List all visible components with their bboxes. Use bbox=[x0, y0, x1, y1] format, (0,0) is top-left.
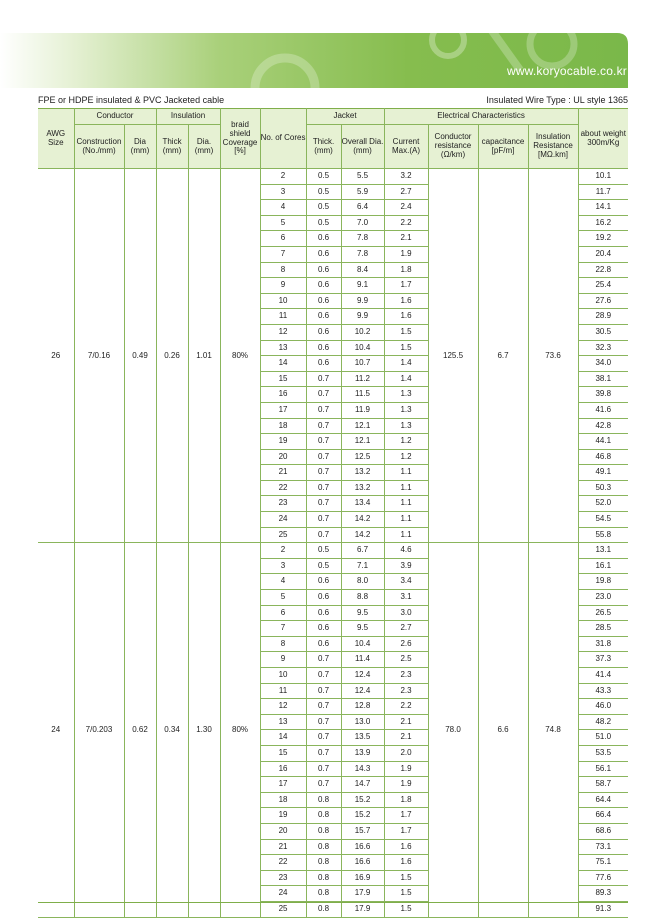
website-url[interactable]: www.koryocable.co.kr bbox=[506, 64, 627, 78]
overall-dia-cell: 7.8 bbox=[341, 246, 384, 262]
overall-dia-cell: 12.8 bbox=[341, 699, 384, 715]
cores-cell: 12 bbox=[260, 699, 306, 715]
overall-dia-cell: 12.1 bbox=[341, 434, 384, 450]
cores-cell: 19 bbox=[260, 808, 306, 824]
header-braid-coverage: braid shield Coverage [%] bbox=[220, 109, 260, 169]
jacket-thick-cell: 0.5 bbox=[306, 215, 341, 231]
current-max-cell: 1.1 bbox=[384, 527, 428, 543]
cores-cell: 9 bbox=[260, 278, 306, 294]
wire-type: Insulated Wire Type : UL style 1365 bbox=[486, 95, 628, 105]
header-insulation: Insulation bbox=[156, 109, 220, 125]
weight-cell: 46.8 bbox=[578, 449, 628, 465]
overall-dia-cell: 13.9 bbox=[341, 745, 384, 761]
jacket-thick-cell: 0.8 bbox=[306, 823, 341, 839]
conductor-resistance-cell: 78.0 bbox=[428, 543, 478, 917]
conductor-resistance-cell: 125.5 bbox=[428, 169, 478, 543]
cores-cell: 22 bbox=[260, 855, 306, 871]
current-max-cell: 2.0 bbox=[384, 745, 428, 761]
jacket-thick-cell: 0.6 bbox=[306, 324, 341, 340]
insulation-resistance-cell: 74.8 bbox=[528, 543, 578, 917]
cores-cell: 19 bbox=[260, 434, 306, 450]
weight-cell: 52.0 bbox=[578, 496, 628, 512]
overall-dia-cell: 5.5 bbox=[341, 169, 384, 185]
cores-cell: 11 bbox=[260, 683, 306, 699]
cores-cell: 3 bbox=[260, 184, 306, 200]
insulation-resistance-cell: 73.6 bbox=[528, 169, 578, 543]
header-insulation-resistance: Insulation Resistance [MΩ.km] bbox=[528, 125, 578, 169]
overall-dia-cell: 7.0 bbox=[341, 215, 384, 231]
cores-cell: 4 bbox=[260, 200, 306, 216]
jacket-thick-cell: 0.7 bbox=[306, 730, 341, 746]
header-banner bbox=[0, 0, 662, 88]
cores-cell: 18 bbox=[260, 792, 306, 808]
current-max-cell: 2.1 bbox=[384, 714, 428, 730]
capacitance-cell: 6.6 bbox=[478, 543, 528, 917]
header-electrical: Electrical Characteristics bbox=[384, 109, 578, 125]
overall-dia-cell: 9.1 bbox=[341, 278, 384, 294]
overall-dia-cell: 12.4 bbox=[341, 683, 384, 699]
cores-cell: 7 bbox=[260, 246, 306, 262]
current-max-cell: 1.5 bbox=[384, 870, 428, 886]
cores-cell: 20 bbox=[260, 449, 306, 465]
current-max-cell: 1.5 bbox=[384, 886, 428, 902]
jacket-thick-cell: 0.7 bbox=[306, 761, 341, 777]
header-overall-dia: Overall Dia.(mm) bbox=[341, 125, 384, 169]
header-conductor: Conductor bbox=[74, 109, 156, 125]
current-max-cell: 1.1 bbox=[384, 496, 428, 512]
insulation-thick-cell: 0.34 bbox=[156, 543, 188, 917]
jacket-thick-cell: 0.7 bbox=[306, 652, 341, 668]
weight-cell: 26.5 bbox=[578, 605, 628, 621]
jacket-thick-cell: 0.8 bbox=[306, 870, 341, 886]
overall-dia-cell: 14.3 bbox=[341, 761, 384, 777]
cores-cell: 2 bbox=[260, 169, 306, 185]
weight-cell: 58.7 bbox=[578, 777, 628, 793]
cores-cell: 12 bbox=[260, 324, 306, 340]
jacket-thick-cell: 0.8 bbox=[306, 886, 341, 902]
weight-cell: 32.3 bbox=[578, 340, 628, 356]
current-max-cell: 2.7 bbox=[384, 184, 428, 200]
cores-cell: 14 bbox=[260, 730, 306, 746]
jacket-thick-cell: 0.7 bbox=[306, 418, 341, 434]
weight-cell: 25.4 bbox=[578, 278, 628, 294]
cores-cell: 3 bbox=[260, 558, 306, 574]
cores-cell: 15 bbox=[260, 371, 306, 387]
overall-dia-cell: 16.6 bbox=[341, 855, 384, 871]
current-max-cell: 3.0 bbox=[384, 605, 428, 621]
current-max-cell: 1.7 bbox=[384, 823, 428, 839]
conductor-dia-cell: 0.49 bbox=[124, 169, 156, 543]
current-max-cell: 1.2 bbox=[384, 449, 428, 465]
jacket-thick-cell: 0.5 bbox=[306, 169, 341, 185]
cores-cell: 8 bbox=[260, 262, 306, 278]
insulation-dia-cell: 1.30 bbox=[188, 543, 220, 917]
header-conductor-resistance: Conductor resistance (Ω/km) bbox=[428, 125, 478, 169]
cores-cell: 15 bbox=[260, 745, 306, 761]
weight-cell: 16.1 bbox=[578, 558, 628, 574]
table-row bbox=[38, 169, 628, 185]
weight-cell: 41.6 bbox=[578, 402, 628, 418]
weight-cell: 55.8 bbox=[578, 527, 628, 543]
overall-dia-cell: 13.4 bbox=[341, 496, 384, 512]
overall-dia-cell: 15.7 bbox=[341, 823, 384, 839]
weight-cell: 56.1 bbox=[578, 761, 628, 777]
weight-cell: 23.0 bbox=[578, 590, 628, 606]
current-max-cell: 3.4 bbox=[384, 574, 428, 590]
weight-cell: 31.8 bbox=[578, 636, 628, 652]
jacket-thick-cell: 0.7 bbox=[306, 449, 341, 465]
weight-cell: 51.0 bbox=[578, 730, 628, 746]
current-max-cell: 1.1 bbox=[384, 465, 428, 481]
cores-cell: 23 bbox=[260, 496, 306, 512]
current-max-cell: 1.9 bbox=[384, 777, 428, 793]
weight-cell: 54.5 bbox=[578, 512, 628, 528]
weight-cell: 53.5 bbox=[578, 745, 628, 761]
current-max-cell: 1.3 bbox=[384, 402, 428, 418]
jacket-thick-cell: 0.8 bbox=[306, 901, 341, 917]
cores-cell: 24 bbox=[260, 512, 306, 528]
jacket-thick-cell: 0.6 bbox=[306, 590, 341, 606]
jacket-thick-cell: 0.7 bbox=[306, 745, 341, 761]
header-construction: Construction (No./mm) bbox=[74, 125, 124, 169]
header-awg-size: AWG Size bbox=[38, 109, 74, 169]
construction-cell: 7/0.16 bbox=[74, 169, 124, 543]
cores-cell: 11 bbox=[260, 309, 306, 325]
jacket-thick-cell: 0.7 bbox=[306, 465, 341, 481]
current-max-cell: 2.2 bbox=[384, 699, 428, 715]
weight-cell: 46.0 bbox=[578, 699, 628, 715]
overall-dia-cell: 13.2 bbox=[341, 480, 384, 496]
jacket-thick-cell: 0.7 bbox=[306, 668, 341, 684]
header-jacket-thick: Thick. (mm) bbox=[306, 125, 341, 169]
cores-cell: 20 bbox=[260, 823, 306, 839]
overall-dia-cell: 10.4 bbox=[341, 340, 384, 356]
jacket-thick-cell: 0.6 bbox=[306, 246, 341, 262]
jacket-thick-cell: 0.8 bbox=[306, 792, 341, 808]
jacket-thick-cell: 0.6 bbox=[306, 231, 341, 247]
cores-cell: 14 bbox=[260, 356, 306, 372]
cores-cell: 6 bbox=[260, 605, 306, 621]
overall-dia-cell: 6.4 bbox=[341, 200, 384, 216]
cores-cell: 16 bbox=[260, 761, 306, 777]
jacket-thick-cell: 0.7 bbox=[306, 714, 341, 730]
jacket-thick-cell: 0.5 bbox=[306, 558, 341, 574]
current-max-cell: 1.6 bbox=[384, 309, 428, 325]
jacket-thick-cell: 0.6 bbox=[306, 574, 341, 590]
current-max-cell: 1.8 bbox=[384, 262, 428, 278]
weight-cell: 50.3 bbox=[578, 480, 628, 496]
jacket-thick-cell: 0.5 bbox=[306, 184, 341, 200]
overall-dia-cell: 16.6 bbox=[341, 839, 384, 855]
cores-cell: 17 bbox=[260, 402, 306, 418]
jacket-thick-cell: 0.7 bbox=[306, 683, 341, 699]
awg-size-cell: 26 bbox=[38, 169, 74, 543]
spec-table-body bbox=[38, 169, 628, 918]
jacket-thick-cell: 0.8 bbox=[306, 808, 341, 824]
weight-cell: 48.2 bbox=[578, 714, 628, 730]
weight-cell: 75.1 bbox=[578, 855, 628, 871]
current-max-cell: 1.4 bbox=[384, 356, 428, 372]
cores-cell: 17 bbox=[260, 777, 306, 793]
cores-cell: 10 bbox=[260, 668, 306, 684]
conductor-dia-cell: 0.62 bbox=[124, 543, 156, 917]
weight-cell: 14.1 bbox=[578, 200, 628, 216]
overall-dia-cell: 10.2 bbox=[341, 324, 384, 340]
overall-dia-cell: 8.4 bbox=[341, 262, 384, 278]
current-max-cell: 2.6 bbox=[384, 636, 428, 652]
jacket-thick-cell: 0.5 bbox=[306, 543, 341, 559]
current-max-cell: 1.7 bbox=[384, 808, 428, 824]
capacitance-cell: 6.7 bbox=[478, 169, 528, 543]
jacket-thick-cell: 0.7 bbox=[306, 496, 341, 512]
cores-cell: 16 bbox=[260, 387, 306, 403]
overall-dia-cell: 13.5 bbox=[341, 730, 384, 746]
overall-dia-cell: 10.4 bbox=[341, 636, 384, 652]
header-insulation-thick: Thick (mm) bbox=[156, 125, 188, 169]
table-row bbox=[38, 543, 628, 559]
jacket-thick-cell: 0.6 bbox=[306, 293, 341, 309]
jacket-thick-cell: 0.6 bbox=[306, 621, 341, 637]
weight-cell: 16.2 bbox=[578, 215, 628, 231]
weight-cell: 28.9 bbox=[578, 309, 628, 325]
jacket-thick-cell: 0.7 bbox=[306, 480, 341, 496]
overall-dia-cell: 15.2 bbox=[341, 808, 384, 824]
current-max-cell: 2.7 bbox=[384, 621, 428, 637]
overall-dia-cell: 6.7 bbox=[341, 543, 384, 559]
overall-dia-cell: 7.8 bbox=[341, 231, 384, 247]
current-max-cell: 1.5 bbox=[384, 324, 428, 340]
jacket-thick-cell: 0.7 bbox=[306, 527, 341, 543]
jacket-thick-cell: 0.8 bbox=[306, 839, 341, 855]
weight-cell: 28.5 bbox=[578, 621, 628, 637]
overall-dia-cell: 14.2 bbox=[341, 512, 384, 528]
jacket-thick-cell: 0.6 bbox=[306, 636, 341, 652]
weight-cell: 91.3 bbox=[578, 901, 628, 917]
overall-dia-cell: 13.2 bbox=[341, 465, 384, 481]
braid-coverage-cell: 80% bbox=[220, 169, 260, 543]
weight-cell: 49.1 bbox=[578, 465, 628, 481]
overall-dia-cell: 8.8 bbox=[341, 590, 384, 606]
overall-dia-cell: 10.7 bbox=[341, 356, 384, 372]
bottom-rule bbox=[38, 902, 628, 903]
current-max-cell: 1.4 bbox=[384, 371, 428, 387]
header-current-max: Current Max.(A) bbox=[384, 125, 428, 169]
header-conductor-dia: Dia (mm) bbox=[124, 125, 156, 169]
braid-coverage-cell: 80% bbox=[220, 543, 260, 917]
overall-dia-cell: 11.4 bbox=[341, 652, 384, 668]
current-max-cell: 2.2 bbox=[384, 215, 428, 231]
current-max-cell: 2.1 bbox=[384, 730, 428, 746]
current-max-cell: 1.5 bbox=[384, 901, 428, 917]
jacket-thick-cell: 0.5 bbox=[306, 200, 341, 216]
weight-cell: 19.2 bbox=[578, 231, 628, 247]
current-max-cell: 1.5 bbox=[384, 340, 428, 356]
weight-cell: 13.1 bbox=[578, 543, 628, 559]
current-max-cell: 1.3 bbox=[384, 387, 428, 403]
jacket-thick-cell: 0.6 bbox=[306, 605, 341, 621]
cores-cell: 8 bbox=[260, 636, 306, 652]
weight-cell: 73.1 bbox=[578, 839, 628, 855]
current-max-cell: 1.1 bbox=[384, 512, 428, 528]
overall-dia-cell: 9.5 bbox=[341, 621, 384, 637]
weight-cell: 27.6 bbox=[578, 293, 628, 309]
jacket-thick-cell: 0.6 bbox=[306, 262, 341, 278]
cores-cell: 21 bbox=[260, 465, 306, 481]
weight-cell: 41.4 bbox=[578, 668, 628, 684]
jacket-thick-cell: 0.6 bbox=[306, 278, 341, 294]
cores-cell: 10 bbox=[260, 293, 306, 309]
weight-cell: 19.8 bbox=[578, 574, 628, 590]
insulation-thick-cell: 0.26 bbox=[156, 169, 188, 543]
cores-cell: 4 bbox=[260, 574, 306, 590]
cores-cell: 5 bbox=[260, 215, 306, 231]
cores-cell: 9 bbox=[260, 652, 306, 668]
cores-cell: 23 bbox=[260, 870, 306, 886]
jacket-thick-cell: 0.7 bbox=[306, 699, 341, 715]
cores-cell: 5 bbox=[260, 590, 306, 606]
current-max-cell: 1.2 bbox=[384, 434, 428, 450]
cores-cell: 21 bbox=[260, 839, 306, 855]
jacket-thick-cell: 0.7 bbox=[306, 777, 341, 793]
cores-cell: 24 bbox=[260, 886, 306, 902]
weight-cell: 10.1 bbox=[578, 169, 628, 185]
table-caption bbox=[38, 95, 628, 107]
jacket-thick-cell: 0.6 bbox=[306, 340, 341, 356]
current-max-cell: 1.9 bbox=[384, 761, 428, 777]
header-insulation-dia: Dia. (mm) bbox=[188, 125, 220, 169]
weight-cell: 34.0 bbox=[578, 356, 628, 372]
overall-dia-cell: 17.9 bbox=[341, 901, 384, 917]
current-max-cell: 1.9 bbox=[384, 246, 428, 262]
current-max-cell: 1.6 bbox=[384, 839, 428, 855]
jacket-thick-cell: 0.7 bbox=[306, 434, 341, 450]
awg-size-cell: 24 bbox=[38, 543, 74, 917]
current-max-cell: 2.1 bbox=[384, 231, 428, 247]
current-max-cell: 3.9 bbox=[384, 558, 428, 574]
weight-cell: 68.6 bbox=[578, 823, 628, 839]
current-max-cell: 1.3 bbox=[384, 418, 428, 434]
weight-cell: 89.3 bbox=[578, 886, 628, 902]
header-no-of-cores: No. of Cores bbox=[260, 109, 306, 169]
weight-cell: 37.3 bbox=[578, 652, 628, 668]
overall-dia-cell: 17.9 bbox=[341, 886, 384, 902]
jacket-thick-cell: 0.7 bbox=[306, 387, 341, 403]
cores-cell: 2 bbox=[260, 543, 306, 559]
header-capacitance: capacitance [pF/m] bbox=[478, 125, 528, 169]
insulation-dia-cell: 1.01 bbox=[188, 169, 220, 543]
current-max-cell: 2.3 bbox=[384, 683, 428, 699]
overall-dia-cell: 13.0 bbox=[341, 714, 384, 730]
overall-dia-cell: 7.1 bbox=[341, 558, 384, 574]
weight-cell: 30.5 bbox=[578, 324, 628, 340]
current-max-cell: 2.5 bbox=[384, 652, 428, 668]
overall-dia-cell: 14.7 bbox=[341, 777, 384, 793]
current-max-cell: 1.8 bbox=[384, 792, 428, 808]
weight-cell: 44.1 bbox=[578, 434, 628, 450]
current-max-cell: 1.7 bbox=[384, 278, 428, 294]
cores-cell: 13 bbox=[260, 340, 306, 356]
current-max-cell: 1.6 bbox=[384, 293, 428, 309]
jacket-thick-cell: 0.6 bbox=[306, 309, 341, 325]
overall-dia-cell: 14.2 bbox=[341, 527, 384, 543]
current-max-cell: 3.1 bbox=[384, 590, 428, 606]
jacket-thick-cell: 0.8 bbox=[306, 855, 341, 871]
cores-cell: 18 bbox=[260, 418, 306, 434]
current-max-cell: 3.2 bbox=[384, 169, 428, 185]
jacket-thick-cell: 0.7 bbox=[306, 402, 341, 418]
cable-description: FPE or HDPE insulated & PVC Jacketed cable bbox=[38, 95, 225, 105]
overall-dia-cell: 12.1 bbox=[341, 418, 384, 434]
overall-dia-cell: 11.2 bbox=[341, 371, 384, 387]
weight-cell: 64.4 bbox=[578, 792, 628, 808]
overall-dia-cell: 5.9 bbox=[341, 184, 384, 200]
overall-dia-cell: 12.5 bbox=[341, 449, 384, 465]
cores-cell: 22 bbox=[260, 480, 306, 496]
overall-dia-cell: 12.4 bbox=[341, 668, 384, 684]
cores-cell: 7 bbox=[260, 621, 306, 637]
current-max-cell: 2.3 bbox=[384, 668, 428, 684]
current-max-cell: 1.1 bbox=[384, 480, 428, 496]
overall-dia-cell: 9.5 bbox=[341, 605, 384, 621]
weight-cell: 20.4 bbox=[578, 246, 628, 262]
weight-cell: 77.6 bbox=[578, 870, 628, 886]
jacket-thick-cell: 0.7 bbox=[306, 371, 341, 387]
weight-cell: 42.8 bbox=[578, 418, 628, 434]
weight-cell: 66.4 bbox=[578, 808, 628, 824]
overall-dia-cell: 15.2 bbox=[341, 792, 384, 808]
weight-cell: 38.1 bbox=[578, 371, 628, 387]
overall-dia-cell: 11.5 bbox=[341, 387, 384, 403]
weight-cell: 22.8 bbox=[578, 262, 628, 278]
current-max-cell: 4.6 bbox=[384, 543, 428, 559]
construction-cell: 7/0.203 bbox=[74, 543, 124, 917]
overall-dia-cell: 16.9 bbox=[341, 870, 384, 886]
header-jacket: Jacket bbox=[306, 109, 384, 125]
overall-dia-cell: 8.0 bbox=[341, 574, 384, 590]
jacket-thick-cell: 0.6 bbox=[306, 356, 341, 372]
current-max-cell: 2.4 bbox=[384, 200, 428, 216]
overall-dia-cell: 9.9 bbox=[341, 309, 384, 325]
spec-table bbox=[38, 108, 628, 918]
cores-cell: 25 bbox=[260, 527, 306, 543]
overall-dia-cell: 9.9 bbox=[341, 293, 384, 309]
current-max-cell: 1.6 bbox=[384, 855, 428, 871]
weight-cell: 39.8 bbox=[578, 387, 628, 403]
weight-cell: 11.7 bbox=[578, 184, 628, 200]
jacket-thick-cell: 0.7 bbox=[306, 512, 341, 528]
header-weight: about weight 300m/Kg bbox=[578, 109, 628, 169]
cores-cell: 25 bbox=[260, 901, 306, 917]
overall-dia-cell: 11.9 bbox=[341, 402, 384, 418]
weight-cell: 43.3 bbox=[578, 683, 628, 699]
cores-cell: 13 bbox=[260, 714, 306, 730]
cores-cell: 6 bbox=[260, 231, 306, 247]
